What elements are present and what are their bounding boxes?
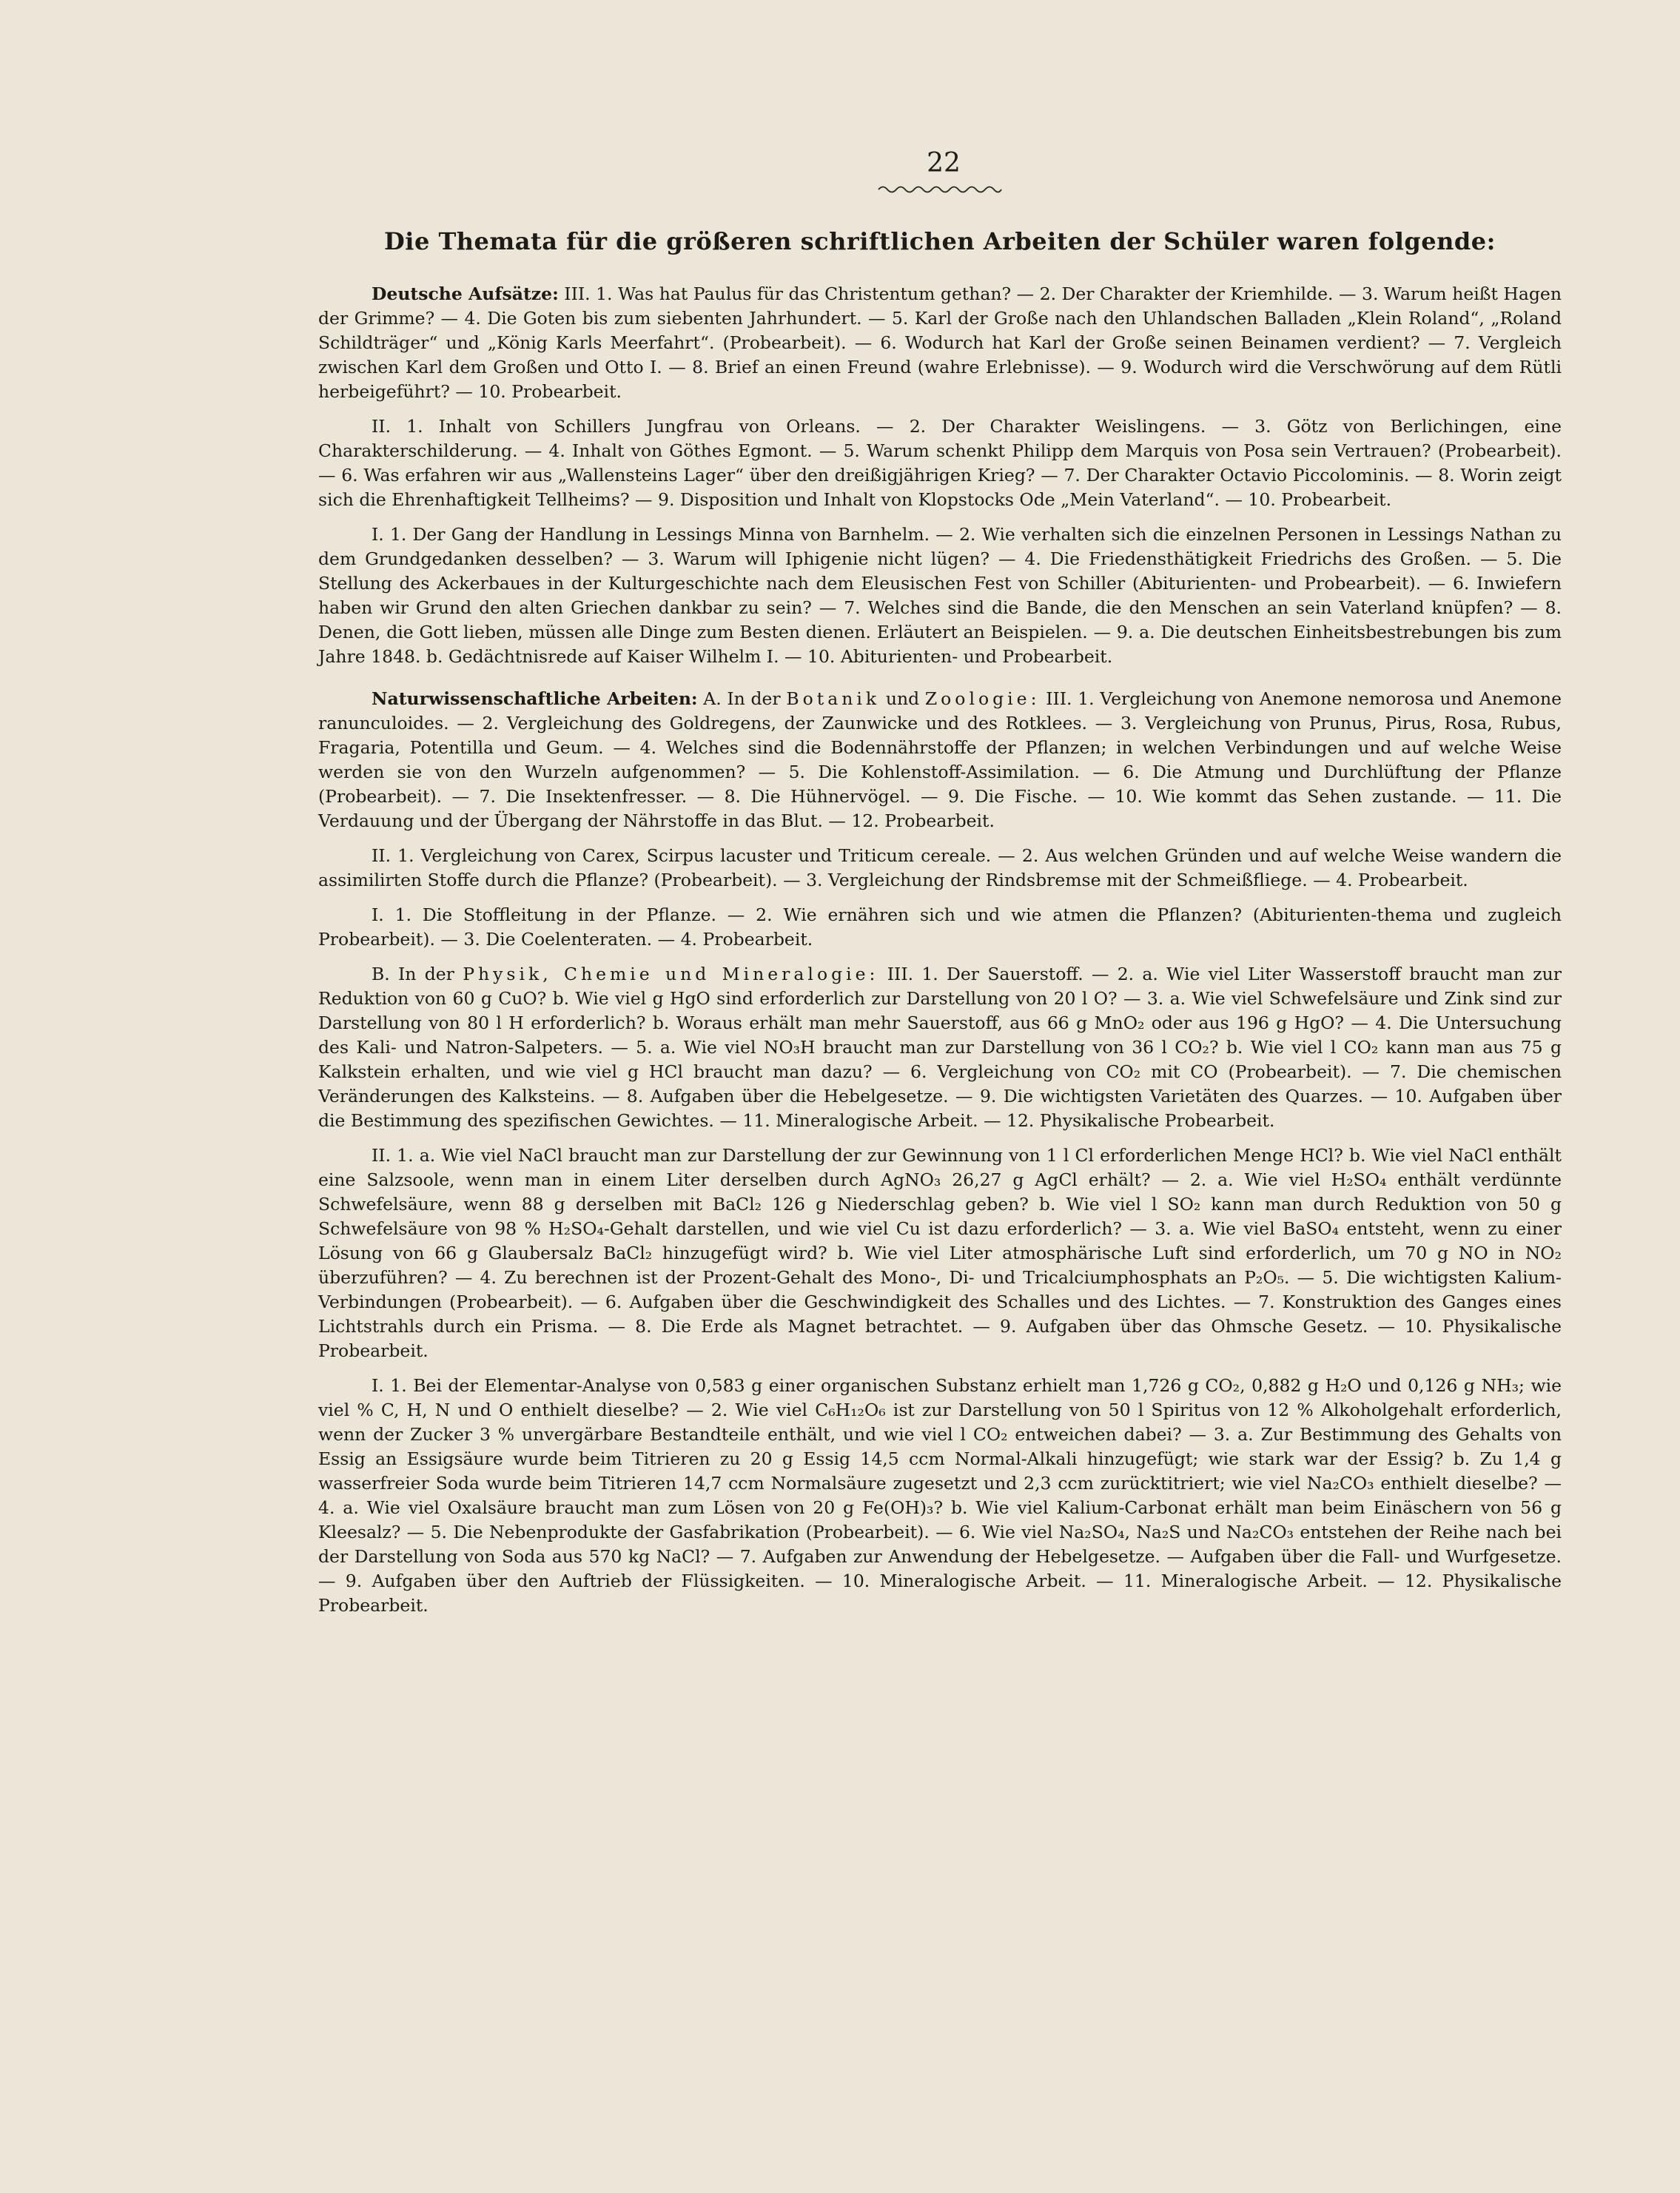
ornament-divider <box>877 183 1003 196</box>
deutsch-i-paragraph: I. 1. Der Gang der Handlung in Lessings Minna von Barnhelm. — 2. Wie verhalten sich die einzelnen Personen in Lessings Nathan zu dem Grundgedanken desselben? — 3. Warum will Iphigenie nicht lügen? — 4. Die Friedensthätigkeit Friedrichs des Großen. — 5. Die Stellung des Ackerbaues in der Kulturgeschichte nach dem Eleusischen Fest von Schiller (Abiturienten- und Probearbeit). — 6. Inwiefern haben wir Grund den alten Griechen dankbar zu sein? — 7. Welches sind die Bande, die den Menschen an sein Vaterland knüpfen? — 8. Denen, die Gott lieben, müssen alle Dinge zum Besten dienen. Erläutert an Beispielen. — 9. a. Die deutschen Einheitsbestrebungen bis zum Jahre 1848. b. Gedächtnisrede auf Kaiser Wilhelm I. — 10. Abiturienten- und Probearbeit. <box>318 524 1562 667</box>
natur-b-prefix: B. In der <box>372 964 454 984</box>
physik-label: Physik, Chemie und Mineralogie: <box>463 964 879 984</box>
page-number: 22 <box>927 148 961 178</box>
natur-b-iii-paragraph <box>318 962 1562 1133</box>
document-body <box>318 282 1562 1618</box>
natur-b-ii-paragraph: II. 1. a. Wie viel NaCl braucht man zur Darstellung der zur Gewinnung von 1 l Cl erforderlichen Menge HCl? b. Wie viel NaCl enthält eine Salzsoole, wenn man in einem Liter derselben durch AgNO₃ 26,27 g AgCl erhält? — 2. a. Wie viel H₂SO₄ enthält verdünnte Schwefelsäure, wenn 88 g derselben mit BaCl₂ 126 g Niederschlag geben? b. Wie viel l SO₂ kann man durch Reduktion von 50 g Schwefelsäure von 98 % H₂SO₄-Gehalt darstellen, und wie viel Cu ist dazu erforderlich? — 3. a. Wie viel BaSO₄ entsteht, wenn zu einer Lösung von 66 g Glaubersalz BaCl₂ hinzugefügt wird? b. Wie viel Liter atmosphärische Luft sind erforderlich, um 70 g NO in NO₂ überzuführen? — 4. Zu berechnen ist der Prozent-Gehalt des Mono-, Di- und Tricalciumphosphats an P₂O₅. — 5. Die wichtigsten Kalium-Verbindungen (Probearbeit). — 6. Aufgaben über die Geschwindigkeit des Schalles und des Lichtes. — 7. Konstruktion des Ganges eines Lichtstrahls durch ein Prisma. — 8. Die Erde als Magnet betrachtet. — 9. Aufgaben über das Ohmsche Gesetz. — 10. Physikalische Probearbeit. <box>318 1145 1562 1361</box>
und-label: und <box>885 688 920 709</box>
natur-a-i-paragraph: I. 1. Die Stoffleitung in der Pflanze. — 2. Wie ernähren sich und wie atmen die Pflanzen? (Abiturienten-thema und zugleich Probearbeit). — 3. Die Coelenteraten. — 4. Probearbeit. <box>318 904 1562 950</box>
botanik-label: Botanik <box>786 688 881 709</box>
natur-a-iii-text: III. 1. Vergleichung von Anemone nemorosa und Anemone ranunculoides. — 2. Vergleichung des Goldregens, der Zaunwicke und des Rotklees. — 3. Vergleichung von Prunus, Pirus, Rosa, Rubus, Fragaria, Potentilla und Geum. — 4. Welches sind die Bodennährstoffe der Pflanzen; in welchen Verbindungen und auf welche Weise werden sie von den Wurzeln aufgenommen? — 5. Die Kohlenstoff-Assimilation. — 6. Die Atmung und Durchlüftung der Pflanze (Probearbeit). — 7. Die Insektenfresser. — 8. Die Hühnervögel. — 9. Die Fische. — 10. Wie kommt das Sehen zustande. — 11. Die Verdauung und der Übergang der Nährstoffe in das Blut. — 12. Probearbeit. <box>318 688 1562 831</box>
deutsch-iii-text: III. 1. Was hat Paulus für das Christentum gethan? — 2. Der Charakter der Kriemhilde. — 3. Warum heißt Hagen der Grimme? — 4. Die Goten bis zum siebenten Jahrhundert. — 5. Karl der Große nach den Uhlandschen Balladen „Klein Roland“, „Roland Schildträger“ und „König Karls Meerfahrt“. (Probearbeit). — 6. Wodurch hat Karl der Große seinen Beinamen verdient? — 7. Vergleich zwischen Karl dem Großen und Otto I. — 8. Brief an einen Freund (wahre Erlebnisse). — 9. Wodurch wird die Verschwörung auf dem Rütli herbeigeführt? — 10. Probearbeit. <box>318 283 1562 402</box>
deutsch-lead: Deutsche Aufsätze: <box>372 283 559 304</box>
natur-b-iii-text: III. 1. Der Sauerstoff. — 2. a. Wie viel Liter Wasserstoff braucht man zur Reduktion von 60 g CuO? b. Wie viel g HgO sind erforderlich zur Darstellung von 20 l O? — 3. a. Wie viel Schwefelsäure und Zink sind zur Darstellung von 80 l H erforderlich? b. Woraus erhält man mehr Sauerstoff, aus 66 g MnO₂ oder aus 196 g HgO? — 4. Die Untersuchung des Kali- und Natron-Salpeters. — 5. a. Wie viel NO₃H braucht man zur Darstellung von 36 l CO₂? b. Wie viel l CO₂ kann man aus 75 g Kalkstein erhalten, und wie viel g HCl braucht man dazu? — 6. Vergleichung von CO₂ mit CO (Probearbeit). — 7. Die chemischen Veränderungen des Kalksteins. — 8. Aufgaben über die Hebelgesetze. — 9. Die wichtigsten Varietäten des Quarzes. — 10. Aufgaben über die Bestimmung des spezifischen Gewichtes. — 11. Mineralogische Arbeit. — 12. Physikalische Probearbeit. <box>318 964 1562 1131</box>
natur-lead: Naturwissenschaftliche Arbeiten: <box>372 688 698 709</box>
page-heading: Die Themata für die größeren schriftlichen Arbeiten der Schüler waren folgende: <box>384 227 1496 255</box>
deutsch-ii-paragraph: II. 1. Inhalt von Schillers Jungfrau von Orleans. — 2. Der Charakter Weislingens. — 3. Götz von Berlichingen, eine Charakterschilderung. — 4. Inhalt von Göthes Egmont. — 5. Warum schenkt Philipp dem Marquis von Posa sein Vertrauen? (Probearbeit). — 6. Was erfahren wir aus „Wallensteins Lager“ über den dreißigjährigen Krieg? — 7. Der Charakter Octavio Piccolominis. — 8. Worin zeigt sich die Ehrenhaftigkeit Tellheims? — 9. Disposition und Inhalt von Klopstocks Ode „Mein Vaterland“. — 10. Probearbeit. <box>318 416 1562 510</box>
deutsch-iii-paragraph <box>318 282 1562 404</box>
natur-a-ii-paragraph: II. 1. Vergleichung von Carex, Scirpus lacuster und Triticum cereale. — 2. Aus welchen Gründen und auf welche Weise wandern die assimilirten Stoffe durch die Pflanze? (Probearbeit). — 3. Vergleichung der Rindsbremse mit der Schmeißfliege. — 4. Probearbeit. <box>318 845 1562 890</box>
natur-a-iii-paragraph <box>318 687 1562 833</box>
natur-a-prefix: A. In der <box>703 688 781 709</box>
natur-b-i-paragraph: I. 1. Bei der Elementar-Analyse von 0,583 g einer organischen Substanz erhielt man 1,726 g CO₂, 0,882 g H₂O und 0,126 g NH₃; wie viel % C, H, N und O enthielt dieselbe? — 2. Wie viel C₆H₁₂O₆ ist zur Darstellung von 50 l Spiritus von 12 % Alkoholgehalt erforderlich, wenn der Zucker 3 % unvergärbare Bestandteile enthält, und wie viel l CO₂ entweichen dabei? — 3. a. Zur Bestimmung des Gehalts von Essig an Essigsäure wurde beim Titrieren zu 20 g Essig 14,5 ccm Normal-Alkali hinzugefügt; wie stark war der Essig? b. Zu 1,4 g wasserfreier Soda wurde beim Titrieren 14,7 ccm Normalsäure zugesetzt und 2,3 ccm zurücktitriert; wie viel Na₂CO₃ enthielt dieselbe? — 4. a. Wie viel Oxalsäure braucht man zum Lösen von 20 g Fe(OH)₃? b. Wie viel Kalium-Carbonat erhält man beim Einäschern von 56 g Kleesalz? — 5. Die Nebenprodukte der Gasfabrikation (Probearbeit). — 6. Wie viel Na₂SO₄, Na₂S und Na₂CO₃ entstehen der Reihe nach bei der Darstellung von Soda aus 570 kg NaCl? — 7. Aufgaben zur Anwendung der Hebelgesetze. — Aufgaben über die Fall- und Wurfgesetze. — 9. Aufgaben über den Auftrieb der Flüssigkeiten. — 10. Mineralogische Arbeit. — 11. Mineralogische Arbeit. — 12. Physikalische Probearbeit. <box>318 1375 1562 1616</box>
zoologie-label: Zoologie: <box>924 688 1041 709</box>
